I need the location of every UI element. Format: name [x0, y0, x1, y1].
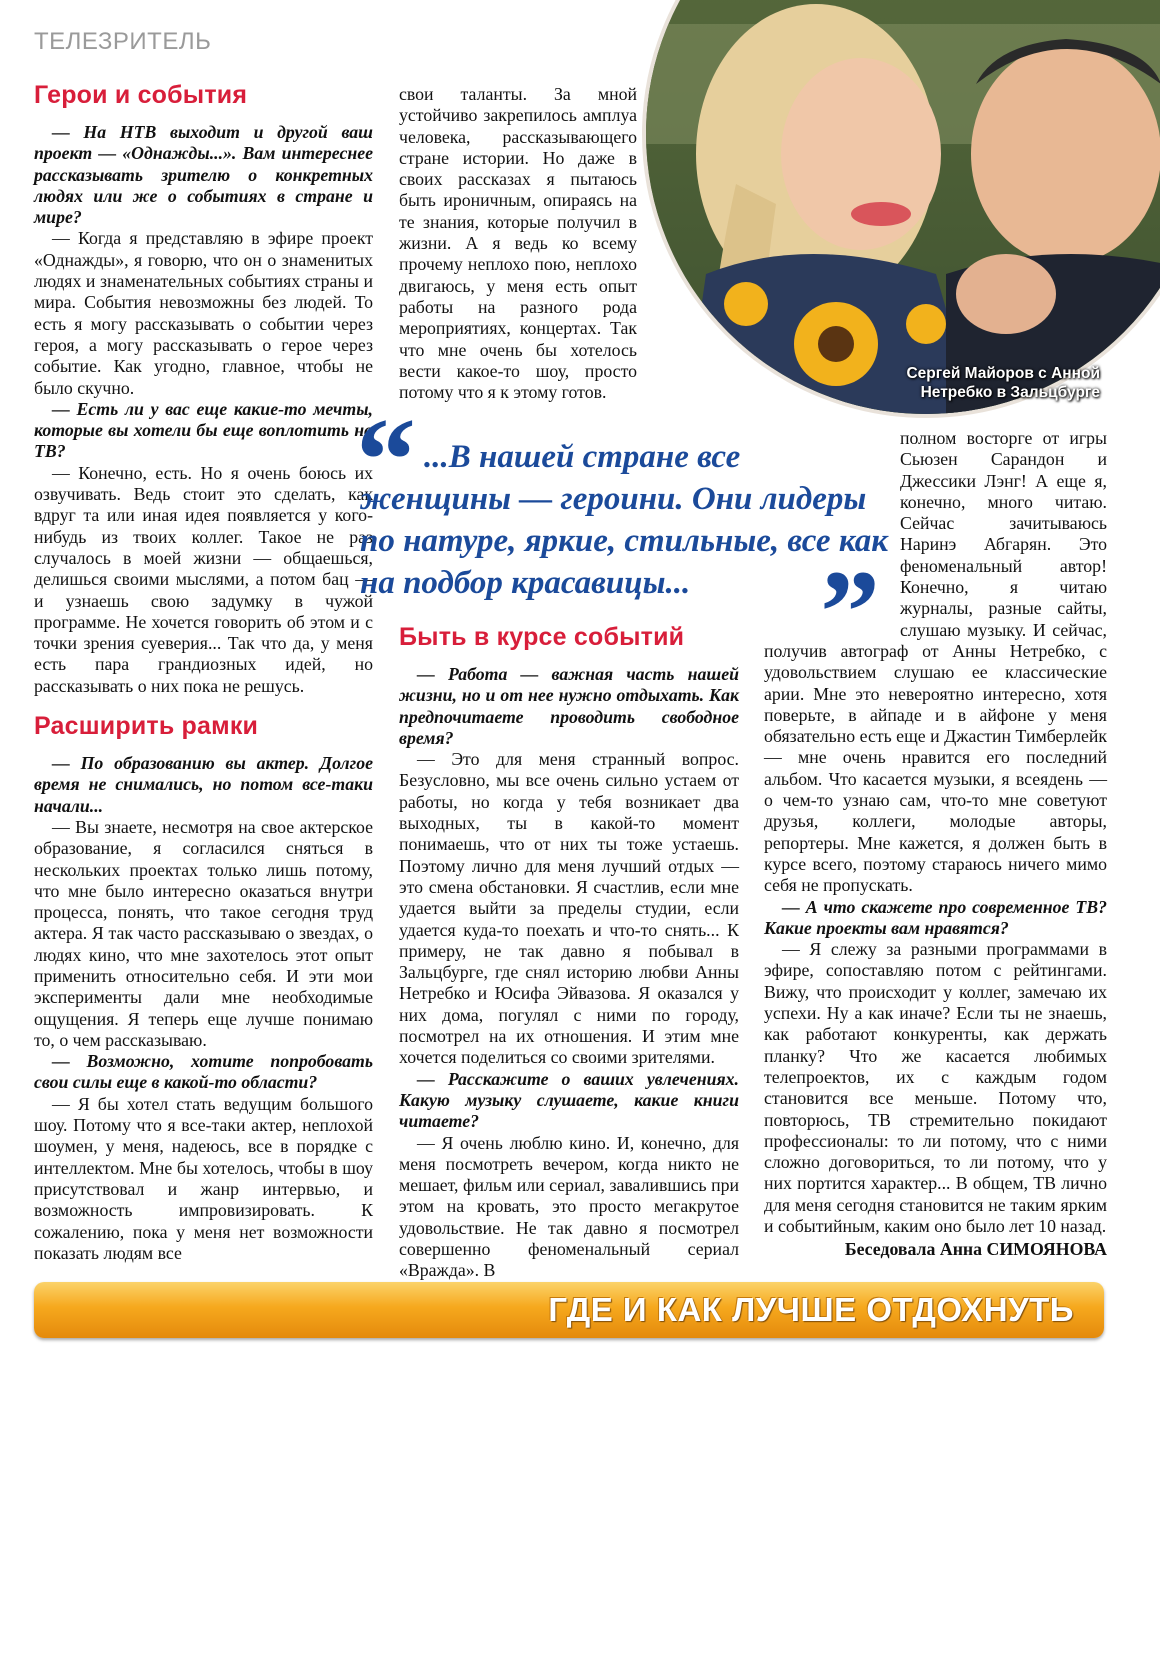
interview-answer: — Вы знаете, несмотря на свое актерское образование, я согласился сняться в нескольких проектах только лишь потому, что мне было интересно оказаться внутри процесса, понять, что такое сегодня труд актера. Я так часто рассказываю о звездах, о людях кино, что мне захотелось этот опыт применить относительно себя. И эти мои эксперименты дали мне необходимые ощущения. Я теперь еще лучше понимаю то, о чем рассказываю. — [34, 816, 373, 1050]
interview-question: — Работа — важная часть нашей жизни, но и от нее нужно отдыхать. Как предпочитаете проводить свободное время? — [399, 664, 739, 748]
promo-banner[interactable] — [34, 1282, 1104, 1338]
banner-title: ГДЕ И КАК ЛУЧШЕ ОТДОХНУТЬ — [548, 1291, 1074, 1328]
interview-answer: свои таланты. За мной устойчиво закрепилось амплуа человека, рассказывающего стране истории. Но даже в своих рассказах я пытаюсь быть ироничным, опираясь на те знания, которые получил в жизни. А я ведь ко всему прочему неплохо пою, неплохо двигаюсь, у меня есть опыт работы на разного рода мероприятиях, концертах. Так что мне очень бы хотелось вести какое-то шоу, просто потому что я к этому готов. — [399, 84, 637, 403]
interview-question: — Есть ли у вас еще какие-то мечты, которые вы хотели бы еще воплотить на ТВ? — [34, 398, 373, 462]
interview-question: — По образованию вы актер. Долгое время не снимались, но потом все-таки начали... — [34, 753, 373, 816]
publication-name: ТЕЛЕЗРИТЕЛЬ — [34, 28, 212, 55]
column-middle-bottom — [399, 622, 739, 1282]
interview-question: — А что скажете про современное ТВ? Какие проекты вам нравятся? — [764, 896, 1107, 938]
caption-line: Сергей Майоров с Анной — [906, 365, 1100, 382]
interview-question: — Расскажите о ваших увлечениях. Какую музыку слушаете, какие книги читаете? — [399, 1068, 739, 1132]
column-middle-top — [399, 84, 637, 403]
interview-answer: — Я слежу за разными программами в эфире, сопоставляю потом с рейтингами. Вижу, что происходит у коллег, замечаю их успехи. Ну а как иначе? Если ты не знаешь, как работают конкуренты, как держать планку? Что же касается любимых телепроектов, их с каждым годом становится все меньше. Потому что, повторюсь, ТВ стремительно покидают профессионалы: то ли потому, что с ними сложно договориться, то ли потому, что у них портится характер... В общем, ТВ лично для меня сегодня становится не таким ярким и событийным, каким оно было лет 10 назад. — [764, 939, 1107, 1236]
column-right — [764, 428, 1107, 1261]
column-left — [34, 80, 373, 1264]
section-heading: Герои и события — [34, 81, 248, 109]
interview-question: — На НТВ выходит и другой ваш проект — «Однажды...». Вам интереснее рассказывать зрителю о конкретных людях или же о событиях в стране и мире? — [34, 122, 373, 228]
section-heading: Расширить рамки — [34, 712, 259, 741]
interview-answer: — Конечно, есть. Но я очень боюсь их озвучивать. Ведь стоит это сделать, как вдруг та или иная идея появляется у кого-нибудь из твоих коллег. Такое не раз случалось в моей жизни — общаешься, делишься своими мыслями, а потом бац — и узнаешь свою задумку в чужой программе. Не хочется говорить об этом и с точки зрения суеверия... Так что да, у меня есть пара грандиозных идей, но рассказывать о них пока не решусь. — [34, 462, 373, 696]
photo-caption — [820, 364, 1100, 402]
photo-illustration — [646, 0, 1160, 414]
interview-answer: — Я бы хотел стать ведущим большого шоу. Потому что я все-таки актер, неплохой шоумен, у меня, надеюсь, все в порядке с интеллектом. Мне бы хотелось, чтобы в шоу присутствовал и жанр интервью, и возможность импровизировать. К сожалению, пока у меня нет возможности показать людям все — [34, 1093, 373, 1263]
interview-photo — [642, 0, 1160, 418]
quote-wrap-spacer — [764, 428, 900, 628]
pull-quote: ...В нашей стране все женщины — героини. Они лидеры по натуре, яркие, стильные, все как на подбор красавицы... — [360, 439, 888, 601]
interview-answer: — Я очень люблю кино. И, конечно, для меня посмотреть вечером, когда никто не мешает, фильм или сериал, завалившись при этом на кровать, это просто мегакрутое удовольствие. Не так давно я посмотрел совершенно феноменальный сериал «Вражда». В — [399, 1132, 739, 1281]
close-quote-mark: ” — [820, 545, 880, 678]
interview-answer: — Когда я представляю в эфире проект «Однажды», я говорю, что он о знаменитых людях и знаменательных событиях страны и мира. События невозможны без людей. То есть я могу рассказывать о событии через героя, а могу рассказывать о герое через событие. Как угодно, главное, чтобы не было скучно. — [34, 228, 373, 398]
section-heading: Быть в курсе событий — [399, 623, 685, 651]
author-signature: Беседовала Анна СИМОЯНОВА — [844, 1239, 1107, 1260]
caption-line: Нетребко в Зальцбурге — [920, 384, 1100, 401]
interview-question: — Возможно, хотите попробовать свои силы еще в какой-то области? — [34, 1051, 373, 1093]
interview-answer: — Это для меня странный вопрос. Безусловно, мы все очень сильно устаем от работы, но когда у тебя возникает два выходных, ты в какой-то момент понимаешь, что от них ты тоже устаешь. Поэтому лично для меня лучший отдых — это смена обстановки. Я счастлив, если мне удается выйти за пределы студии, если удается куда-то поехать и что-то снять... К примеру, не так давно я побывал в Зальцбурге, где снял историю любви Анны Нетребко и Юсифа Эйвазова. Я оказался у них дома, погулял с ними по городу, посмотрел на их отношения. И этим мне хочется поделиться со своими зрителями. — [399, 749, 739, 1068]
interview-answer: полном восторге от игры Сьюзен Сарандон и Джессики Лэнг! А еще я, конечно, много читаю. Сейчас зачитываюсь Наринэ Абгарян. Это феноменальный автор! Конечно, я читаю журналы, разные сайты, слушаю музыку. И сейчас, получив автограф от Анны Нетребко, с удовольствием слушаю ее классические арии. Мне это невероятно интересно, хотя поверьте, в айпаде и в айфоне у меня обязательно есть еще и Джастин Тимберлейк — мне очень нравится его последний альбом. Что касается музыки, я всеядень — о чем-то узнаю сам, что-то мне советуют друзья, коллеги, молодые авторы, репортеры. Мне кажется, я должен быть в курсе всего, поэтому стараюсь ничего мимо себя не пропускать. — [764, 428, 1107, 896]
open-quote-mark: “ — [356, 393, 416, 526]
